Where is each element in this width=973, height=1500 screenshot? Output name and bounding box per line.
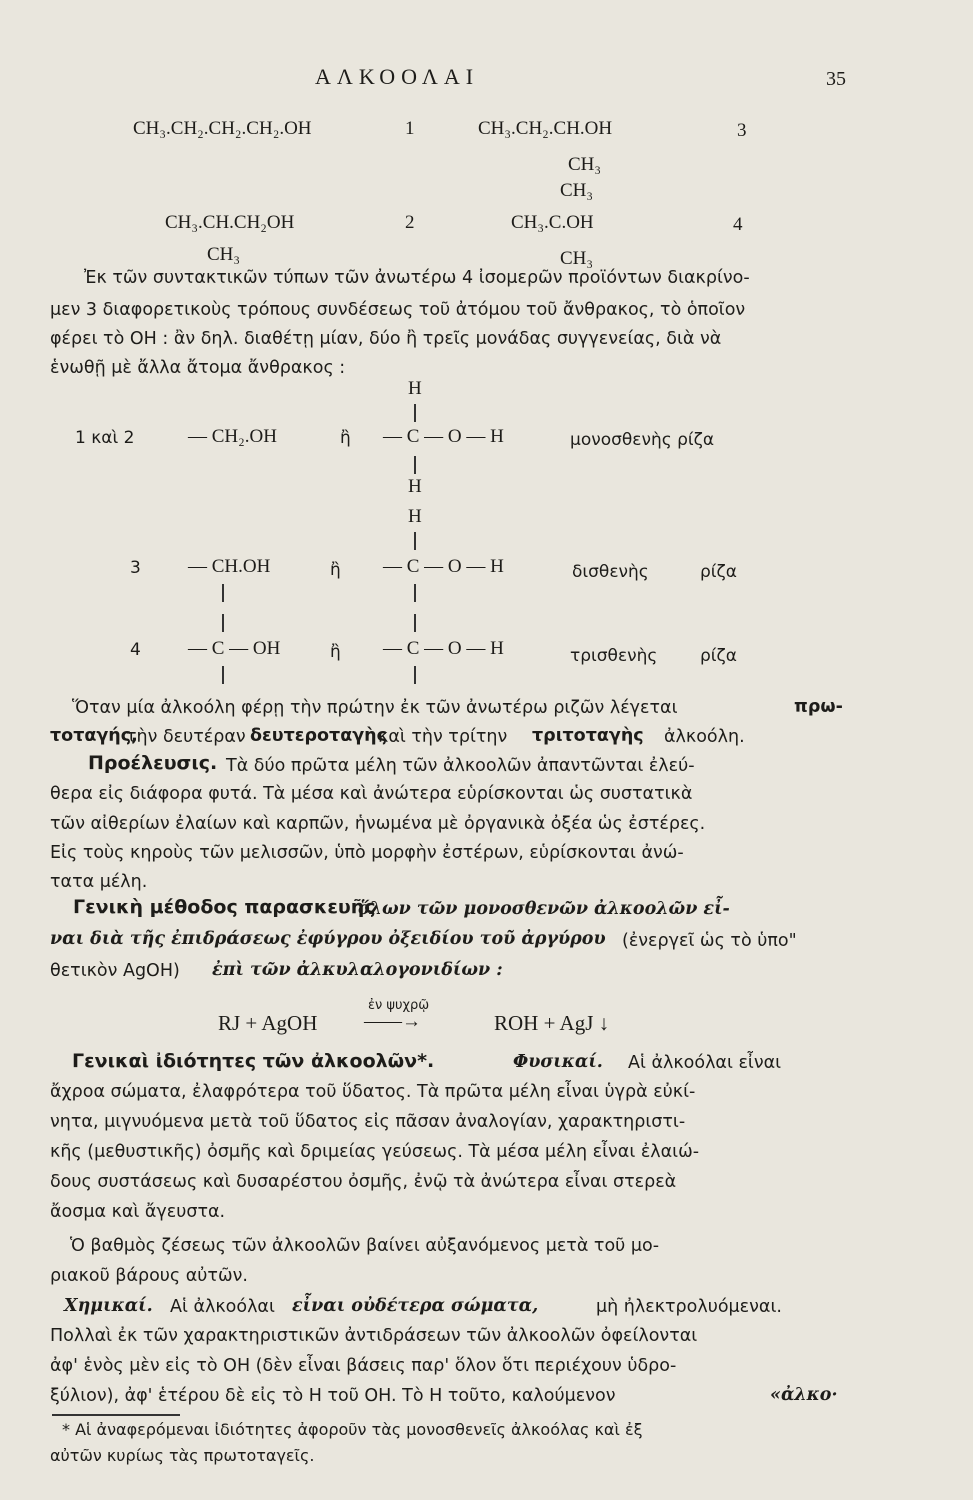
text-line: Ἐκ τῶν συντακτικῶν τύπων τῶν ἀνωτέρω 4 ἰσομερῶν προϊόντων διακρίνο- bbox=[84, 268, 750, 288]
radical-formula-1: — CH₂.OH bbox=[188, 426, 277, 447]
h-atom: H bbox=[408, 476, 422, 497]
structural-formula-1: — C — O — H bbox=[383, 426, 504, 447]
italic-text: ναι διὰ τῆς ἐπιδράσεως ἐφύγρου ὀξειδίου τοῦ ἀργύρου bbox=[50, 929, 606, 949]
text-line: ἑνωθῇ μὲ ἄλλα ἄτομα ἄνθρακος : bbox=[50, 358, 346, 378]
text-line: θερα εἰς διάφορα φυτά. Τὰ μέσα καὶ ἀνώτερα εὑρίσκονται ὡς συστατικὰ bbox=[50, 784, 693, 804]
subheading-physical: Φυσικαί. bbox=[513, 1052, 603, 1072]
equation-condition: ἐν ψυχρῷ bbox=[368, 998, 430, 1013]
bond-line bbox=[222, 614, 224, 632]
formula-3: CH₃.CH₂.CH.OH bbox=[478, 118, 613, 139]
text-line: καὶ τὴν τρίτην bbox=[378, 727, 508, 747]
bond-line bbox=[414, 666, 416, 684]
structural-formula-2: — C — O — H bbox=[383, 556, 504, 577]
term-secondary: δευτεροταγὴς bbox=[250, 726, 387, 746]
formula-number-4: 4 bbox=[733, 214, 743, 235]
bond-line bbox=[414, 584, 416, 602]
text-line: Τὰ δύο πρῶτα μέλη τῶν ἀλκοολῶν ἀπαντῶνται ἐλεύ- bbox=[226, 756, 695, 776]
section-heading-properties: Γενικαὶ ἰδιότητες τῶν ἀλκοολῶν*. bbox=[72, 1050, 435, 1072]
italic-text: εἶναι οὐδέτερα σώματα, bbox=[292, 1296, 539, 1316]
h-atom: H bbox=[408, 378, 422, 399]
bond-line bbox=[414, 456, 416, 474]
formula-number-1: 1 bbox=[405, 118, 415, 139]
text-line: * Αἱ ἀναφερόμεναι ἰδιότητες ἀφοροῦν τὰς μονοσθενεῖς ἀλκοόλας καὶ ἐξ bbox=[62, 1420, 643, 1439]
radical-type-mono: μονοσθενὴς ρίζα bbox=[570, 430, 715, 450]
text-line: αὐτῶν κυρίως τὰς πρωτοταγεῖς. bbox=[50, 1446, 315, 1465]
term-tertiary: τριτοταγὴς bbox=[532, 726, 644, 746]
section-heading-origin: Προέλευσις. bbox=[88, 752, 218, 774]
radical-type-di: δισθενὴς bbox=[572, 562, 649, 582]
text-line: Αἱ ἀλκοόλαι εἶναι bbox=[628, 1053, 782, 1073]
or-word: ἢ bbox=[330, 642, 341, 662]
italic-text: ὅλων τῶν μονοσθενῶν ἀλκοολῶν εἶ- bbox=[358, 899, 730, 919]
formula-3-branch: CH₃ bbox=[568, 154, 602, 175]
text-line: φέρει τὸ OH : ἂν δηλ. διαθέτῃ μίαν, δύο ἢ τρεῖς μονάδας συγγενείας, διὰ νὰ bbox=[50, 329, 722, 349]
radical-label-1: 1 καὶ 2 bbox=[75, 428, 135, 448]
text-line: τὴν δευτέραν bbox=[126, 727, 246, 747]
text-line: ἄχροα σώματα, ἐλαφρότερα τοῦ ὕδατος. Τὰ πρῶτα μέλη εἶναι ὑγρὰ εὐκί- bbox=[50, 1082, 696, 1102]
radical-word: ρίζα bbox=[700, 562, 737, 582]
text-line: ἀφ' ἑνὸς μὲν εἰς τὸ OH (δὲν εἶναι βάσεις παρ' ὅλον ὅτι περιέχουν ὑδρο- bbox=[50, 1356, 677, 1376]
bond-line bbox=[414, 404, 416, 422]
radical-word: ρίζα bbox=[700, 646, 737, 666]
formula-4: CH₃.C.OH bbox=[511, 212, 594, 233]
text-line: ριακοῦ βάρους αὐτῶν. bbox=[50, 1266, 248, 1286]
radical-label-3: 3 bbox=[130, 558, 141, 578]
equation-products: ROH + AgJ ↓ bbox=[494, 1011, 610, 1035]
equation-reactants: RJ + AgOH bbox=[218, 1011, 318, 1035]
text-line: (ἐνεργεῖ ὡς τὸ ὑπο" bbox=[622, 931, 797, 951]
text-line: ἄοσμα καὶ ἄγευστα. bbox=[50, 1202, 226, 1222]
text-line: Αἱ ἀλκοόλαι bbox=[170, 1297, 275, 1317]
radical-formula-4: — C — OH bbox=[188, 638, 281, 659]
page-title: ΑΛΚΟΟΛΑΙ bbox=[315, 64, 480, 89]
bond-line bbox=[222, 584, 224, 602]
italic-text: ἐπὶ τῶν ἀλκυλαλογονιδίων : bbox=[212, 960, 503, 980]
text-line: Ὁ βαθμὸς ζέσεως τῶν ἀλκοολῶν βαίνει αὐξανόμενος μετὰ τοῦ μο- bbox=[70, 1236, 660, 1256]
subheading-chemical: Χημικαί. bbox=[64, 1296, 153, 1316]
text-line: μὴ ἠλεκτρολυόμεναι. bbox=[596, 1297, 782, 1317]
page-number: 35 bbox=[826, 68, 846, 90]
text-line: τῶν αἰθερίων ἐλαίων καὶ καρπῶν, ἡνωμένα μὲ ὀργανικὰ ὀξέα ὡς ἐστέρες. bbox=[50, 814, 706, 834]
formula-4-top: CH₃ bbox=[560, 180, 594, 201]
term-primary: πρω- bbox=[794, 697, 843, 717]
text-line: ξύλιον), ἀφ' ἑτέρου δὲ εἰς τὸ H τοῦ OH. Τὸ H τοῦτο, καλούμενον bbox=[50, 1386, 616, 1406]
text-line: ἀλκοόλη. bbox=[664, 727, 745, 747]
h-atom: H bbox=[408, 506, 422, 527]
radical-label-4: 4 bbox=[130, 640, 141, 660]
text-line: Ὅταν μία ἀλκοόλη φέρῃ τὴν πρώτην ἐκ τῶν ἀνωτέρω ριζῶν λέγεται bbox=[72, 698, 678, 718]
formula-2-branch: CH₃ bbox=[207, 244, 241, 265]
structural-formula-3: — C — O — H bbox=[383, 638, 504, 659]
text-line: τατα μέλη. bbox=[50, 872, 148, 892]
text-line: Εἰς τοὺς κηροὺς τῶν μελισσῶν, ὑπὸ μορφὴν ἐστέρων, εὑρίσκονται ἀνώ- bbox=[50, 843, 684, 863]
text-line: νητα, μιγνυόμενα μετὰ τοῦ ὕδατος εἰς πᾶσαν ἀναλογίαν, χαρακτηριστι- bbox=[50, 1112, 686, 1132]
bond-line bbox=[222, 666, 224, 684]
text-line: κῆς (μεθυστικῆς) ὀσμῆς καὶ δριμείας γεύσεως. Τὰ μέσα μέλη εἶναι ἐλαιώ- bbox=[50, 1142, 700, 1162]
bond-line bbox=[414, 614, 416, 632]
footnote-rule bbox=[52, 1414, 180, 1416]
formula-number-2: 2 bbox=[405, 212, 415, 233]
term-primary: τοταγής, bbox=[50, 726, 138, 746]
formula-2: CH₃.CH.CH₂OH bbox=[165, 212, 295, 233]
equation-arrow: ——→ bbox=[364, 1011, 421, 1032]
formula-number-3: 3 bbox=[737, 120, 747, 141]
or-word: ἢ bbox=[340, 428, 351, 448]
text-line: δους συστάσεως καὶ δυσαρέστου ὀσμῆς, ἐνῷ τὰ ἀνώτερα εἶναι στερεὰ bbox=[50, 1172, 677, 1192]
radical-formula-3: — CH.OH bbox=[188, 556, 271, 577]
text-line: μεν 3 διαφορετικοὺς τρόπους συνδέσεως τοῦ ἀτόμου τοῦ ἄνθρακος, τὸ ὁποῖον bbox=[50, 300, 746, 320]
formula-4-bottom: CH₃ bbox=[560, 248, 594, 269]
bond-line bbox=[414, 532, 416, 550]
italic-text: «ἀλκο· bbox=[770, 1385, 838, 1405]
section-heading-method: Γενικὴ μέθοδος παρασκευῆς bbox=[73, 896, 376, 918]
radical-type-tri: τρισθενὴς bbox=[570, 646, 658, 666]
text-line: θετικὸν AgOH) bbox=[50, 961, 180, 981]
or-word: ἢ bbox=[330, 560, 341, 580]
text-line: Πολλαὶ ἐκ τῶν χαρακτηριστικῶν ἀντιδράσεων τῶν ἀλκοολῶν ὀφείλονται bbox=[50, 1326, 698, 1346]
formula-1: CH₃.CH₂.CH₂.CH₂.OH bbox=[133, 118, 312, 139]
